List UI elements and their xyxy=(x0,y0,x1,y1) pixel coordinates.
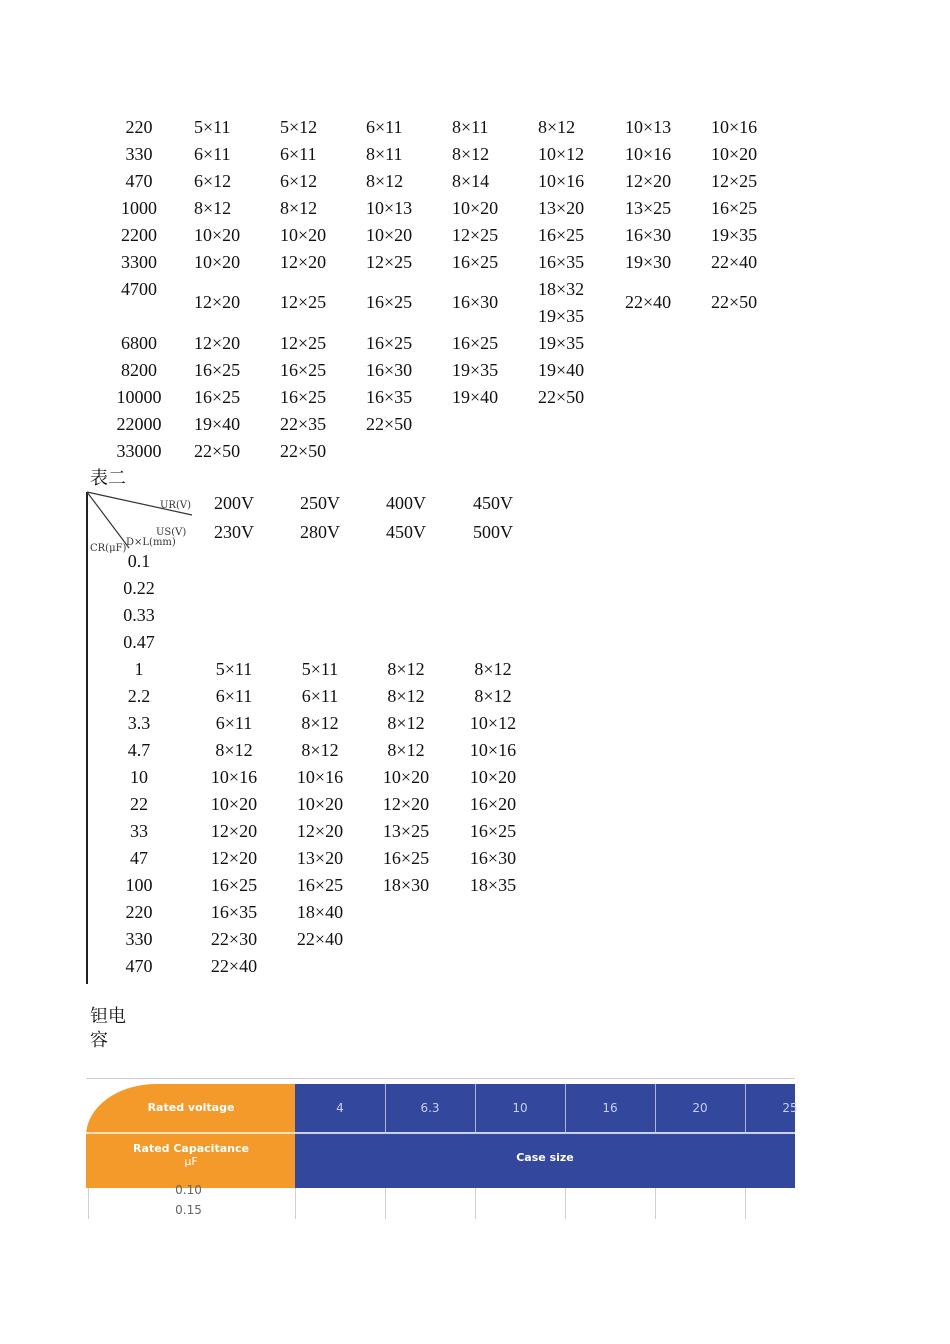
table2-capacitance: 0.1 xyxy=(127,551,151,571)
table1-case-size: 8×12 xyxy=(538,117,576,137)
table1-case-size: 10×20 xyxy=(452,198,499,218)
table2-case-size: 6×11 xyxy=(215,713,253,733)
table1-case-size: 10×16 xyxy=(538,171,585,191)
table1-case-size: 22×40 xyxy=(625,292,672,312)
table1-case-size: 5×12 xyxy=(280,117,318,137)
tantalum-body-separator xyxy=(745,1188,746,1219)
table2-case-size: 8×12 xyxy=(474,659,512,679)
table1-case-size: 13×25 xyxy=(625,198,672,218)
table2-us-value: 450V xyxy=(386,522,426,542)
table1-case-size: 16×25 xyxy=(452,333,499,353)
table1-case-size: 18×32 xyxy=(538,279,585,299)
table2-ur-value: 200V xyxy=(214,493,254,513)
table2-case-size: 10×20 xyxy=(210,794,258,814)
table1-case-size: 19×30 xyxy=(625,252,672,272)
tantalum-table-image xyxy=(86,1078,798,1219)
table2-capacitance: 330 xyxy=(125,929,153,949)
table2-case-size: 22×30 xyxy=(210,929,258,949)
table-2-left-border xyxy=(86,492,88,984)
table1-case-size: 16×25 xyxy=(366,292,413,312)
corner-label-us: US(V) xyxy=(156,527,187,538)
table2-case-size: 12×20 xyxy=(382,794,430,814)
table1-case-size: 10×12 xyxy=(538,144,585,164)
table1-case-size: 16×35 xyxy=(366,387,413,407)
tantalum-voltage-5: 20 xyxy=(692,1101,708,1115)
table2-capacitance: 0.22 xyxy=(123,578,155,598)
table1-case-size: 12×20 xyxy=(194,292,241,312)
table1-case-size: 6×12 xyxy=(194,171,232,191)
tantalum-blue-divider xyxy=(295,1132,795,1134)
table1-case-size: 16×25 xyxy=(366,333,413,353)
table1-case-size: 19×35 xyxy=(711,225,758,245)
table2-case-size: 8×12 xyxy=(387,686,425,706)
table1-capacitance: 470 xyxy=(125,171,153,191)
table1-case-size: 13×20 xyxy=(538,198,585,218)
table1-case-size: 10×16 xyxy=(711,117,758,137)
table2-case-size: 8×12 xyxy=(387,713,425,733)
table2-capacitance: 220 xyxy=(125,902,153,922)
table1-case-size: 16×30 xyxy=(366,360,413,380)
table1-case-size: 22×50 xyxy=(711,292,758,312)
table2-us-value: 500V xyxy=(473,522,513,542)
table2-case-size: 8×12 xyxy=(301,740,339,760)
table2-case-size: 16×20 xyxy=(469,794,517,814)
table1-case-size: 16×35 xyxy=(538,252,585,272)
tantalum-body-separator xyxy=(475,1188,476,1219)
table1-case-size: 8×12 xyxy=(280,198,318,218)
table1-case-size: 19×40 xyxy=(452,387,499,407)
table1-case-size: 16×25 xyxy=(194,387,241,407)
table1-case-size: 12×20 xyxy=(280,252,327,272)
table1-case-size: 8×12 xyxy=(452,144,490,164)
table1-case-size: 8×12 xyxy=(366,171,404,191)
table1-case-size: 12×25 xyxy=(366,252,413,272)
table1-capacitance: 1000 xyxy=(121,198,157,218)
table1-case-size: 8×11 xyxy=(366,144,403,164)
table1-case-size: 6×11 xyxy=(366,117,403,137)
table1-case-size: 19×40 xyxy=(538,360,585,380)
table1-case-size: 19×35 xyxy=(538,333,585,353)
table1-capacitance: 220 xyxy=(125,117,153,137)
table2-case-size: 10×12 xyxy=(469,713,517,733)
tantalum-top-rule xyxy=(86,1078,795,1079)
table1-case-size: 10×20 xyxy=(194,252,241,272)
table1-case-size: 10×13 xyxy=(625,117,672,137)
table2-case-size: 12×20 xyxy=(296,821,344,841)
table1-case-size: 16×25 xyxy=(538,225,585,245)
table2-case-size: 5×11 xyxy=(301,659,339,679)
table2-capacitance: 22 xyxy=(130,794,148,814)
table2-case-size: 8×12 xyxy=(474,686,512,706)
corner-label-ur: UR(V) xyxy=(160,500,191,511)
table1-capacitance: 4700 xyxy=(121,279,157,299)
table2-case-size: 16×30 xyxy=(469,848,517,868)
table1-case-size: 16×25 xyxy=(194,360,241,380)
table1-case-size: 8×11 xyxy=(452,117,489,137)
table1-case-size: 16×30 xyxy=(625,225,672,245)
table1-case-size: 6×11 xyxy=(194,144,231,164)
table1-case-size: 12×25 xyxy=(711,171,758,191)
table2-case-size: 12×20 xyxy=(210,848,258,868)
table1-case-size: 22×50 xyxy=(538,387,585,407)
table1-case-size: 22×40 xyxy=(711,252,758,272)
tantalum-voltage-4: 16 xyxy=(602,1101,618,1115)
tantalum-orange-header xyxy=(86,1084,295,1188)
table1-case-size: 22×50 xyxy=(194,441,241,461)
table1-capacitance: 6800 xyxy=(121,333,157,353)
table2-case-size: 22×40 xyxy=(296,929,344,949)
table1-case-size: 22×50 xyxy=(366,414,413,434)
tantalum-voltage-6: 25 xyxy=(782,1101,798,1115)
table2-capacitance: 4.7 xyxy=(127,740,151,760)
table2-case-size: 16×25 xyxy=(382,848,430,868)
table2-case-size: 16×25 xyxy=(296,875,344,895)
tantalum-title-line-1: 钽电 xyxy=(90,1006,126,1027)
tantalum-body-separator xyxy=(385,1188,386,1219)
table2-case-size: 10×16 xyxy=(469,740,517,760)
table1-case-size: 12×20 xyxy=(194,333,241,353)
rated-capacitance-label-line-1: Rated Capacitance xyxy=(133,1142,249,1155)
table2-case-size: 16×25 xyxy=(469,821,517,841)
table2-capacitance: 0.47 xyxy=(123,632,155,652)
table1-case-size: 5×11 xyxy=(194,117,231,137)
table2-capacitance: 2.2 xyxy=(127,686,151,706)
table1-case-size: 16×25 xyxy=(280,387,327,407)
table2-case-size: 12×20 xyxy=(210,821,258,841)
table1-case-size: 22×35 xyxy=(280,414,327,434)
table1-capacitance: 10000 xyxy=(116,387,162,407)
table2-case-size: 13×20 xyxy=(296,848,344,868)
table2-capacitance: 10 xyxy=(130,767,148,787)
table1-case-size: 19×40 xyxy=(194,414,241,434)
tantalum-body-separator xyxy=(655,1188,656,1219)
corner-label-cr: CR(μF) xyxy=(90,543,127,554)
table2-ur-value: 450V xyxy=(473,493,513,513)
table2-case-size: 18×30 xyxy=(382,875,430,895)
rated-capacitance-unit: μF xyxy=(184,1155,198,1168)
table1-case-size: 12×25 xyxy=(280,333,327,353)
table1-case-size: 22×50 xyxy=(280,441,327,461)
table1-case-size: 10×20 xyxy=(194,225,241,245)
table1-capacitance: 3300 xyxy=(121,252,157,272)
tantalum-section-title xyxy=(90,1005,126,1053)
tantalum-blue-header xyxy=(295,1084,795,1188)
rated-voltage-label: Rated voltage xyxy=(147,1101,235,1114)
table2-capacitance: 470 xyxy=(125,956,153,976)
rated-capacitance-label xyxy=(96,1142,286,1168)
table1-capacitance: 22000 xyxy=(116,414,162,434)
table2-case-size: 5×11 xyxy=(215,659,253,679)
table2-ur-value: 250V xyxy=(300,493,340,513)
table2-case-size: 16×25 xyxy=(210,875,258,895)
table2-case-size: 8×12 xyxy=(387,659,425,679)
table1-case-size: 16×25 xyxy=(452,252,499,272)
table2-case-size: 22×40 xyxy=(210,956,258,976)
corner-label-dl: D×L(mm) xyxy=(126,537,176,548)
table2-case-size: 10×16 xyxy=(296,767,344,787)
table2-capacitance: 3.3 xyxy=(127,713,151,733)
table2-case-size: 8×12 xyxy=(387,740,425,760)
table1-case-size: 12×20 xyxy=(625,171,672,191)
table1-case-size: 8×12 xyxy=(194,198,232,218)
table2-case-size: 8×12 xyxy=(301,713,339,733)
table1-case-size: 6×12 xyxy=(280,171,318,191)
table2-case-size: 18×35 xyxy=(469,875,517,895)
table2-case-size: 8×12 xyxy=(215,740,253,760)
table2-case-size: 6×11 xyxy=(215,686,253,706)
tantalum-body-separator xyxy=(565,1188,566,1219)
tantalum-voltage-2: 6.3 xyxy=(420,1101,440,1115)
table1-case-size: 10×16 xyxy=(625,144,672,164)
case-size-label: Case size xyxy=(516,1151,574,1164)
table2-ur-value: 400V xyxy=(386,493,426,513)
table2-case-size: 18×40 xyxy=(296,902,344,922)
table2-us-value: 280V xyxy=(300,522,340,542)
table2-case-size: 10×20 xyxy=(469,767,517,787)
table2-capacitance: 33 xyxy=(130,821,148,841)
tantalum-body-separator xyxy=(295,1188,296,1219)
table1-capacitance: 8200 xyxy=(121,360,157,380)
table1-case-size: 16×30 xyxy=(452,292,499,312)
table1-case-size: 16×25 xyxy=(280,360,327,380)
table1-case-size-alt: 19×35 xyxy=(538,306,585,326)
table1-case-size: 16×25 xyxy=(711,198,758,218)
table2-capacitance: 47 xyxy=(130,848,148,868)
table2-case-size: 13×25 xyxy=(382,821,430,841)
tantalum-capacitance-1: 0.10 xyxy=(175,1183,202,1197)
table1-case-size: 10×20 xyxy=(711,144,758,164)
tantalum-voltage-1: 4 xyxy=(336,1101,344,1115)
tantalum-capacitance-2: 0.15 xyxy=(175,1203,202,1217)
table2-case-size: 6×11 xyxy=(301,686,339,706)
table1-capacitance: 33000 xyxy=(116,441,162,461)
table1-capacitance: 330 xyxy=(125,144,153,164)
table2-capacitance: 1 xyxy=(134,659,144,679)
tantalum-orange-divider xyxy=(86,1132,295,1134)
table2-capacitance: 0.33 xyxy=(123,605,155,625)
tantalum-title-line-2: 容 xyxy=(90,1030,108,1051)
table1-case-size: 8×14 xyxy=(452,171,490,191)
tantalum-voltage-3: 10 xyxy=(512,1101,528,1115)
table1-case-size: 10×20 xyxy=(366,225,413,245)
table1-case-size: 12×25 xyxy=(280,292,327,312)
table2-case-size: 10×20 xyxy=(296,794,344,814)
table1-capacitance: 2200 xyxy=(121,225,157,245)
table1-case-size: 10×20 xyxy=(280,225,327,245)
table2-case-size: 10×16 xyxy=(210,767,258,787)
table2-case-size: 10×20 xyxy=(382,767,430,787)
table1-case-size: 12×25 xyxy=(452,225,499,245)
table1-case-size: 6×11 xyxy=(280,144,317,164)
table2-capacitance: 100 xyxy=(125,875,153,895)
table2-us-value: 230V xyxy=(214,522,254,542)
table-2-title: 表二 xyxy=(90,468,126,489)
table2-case-size: 16×35 xyxy=(210,902,258,922)
table1-case-size: 10×13 xyxy=(366,198,413,218)
table1-case-size: 19×35 xyxy=(452,360,499,380)
